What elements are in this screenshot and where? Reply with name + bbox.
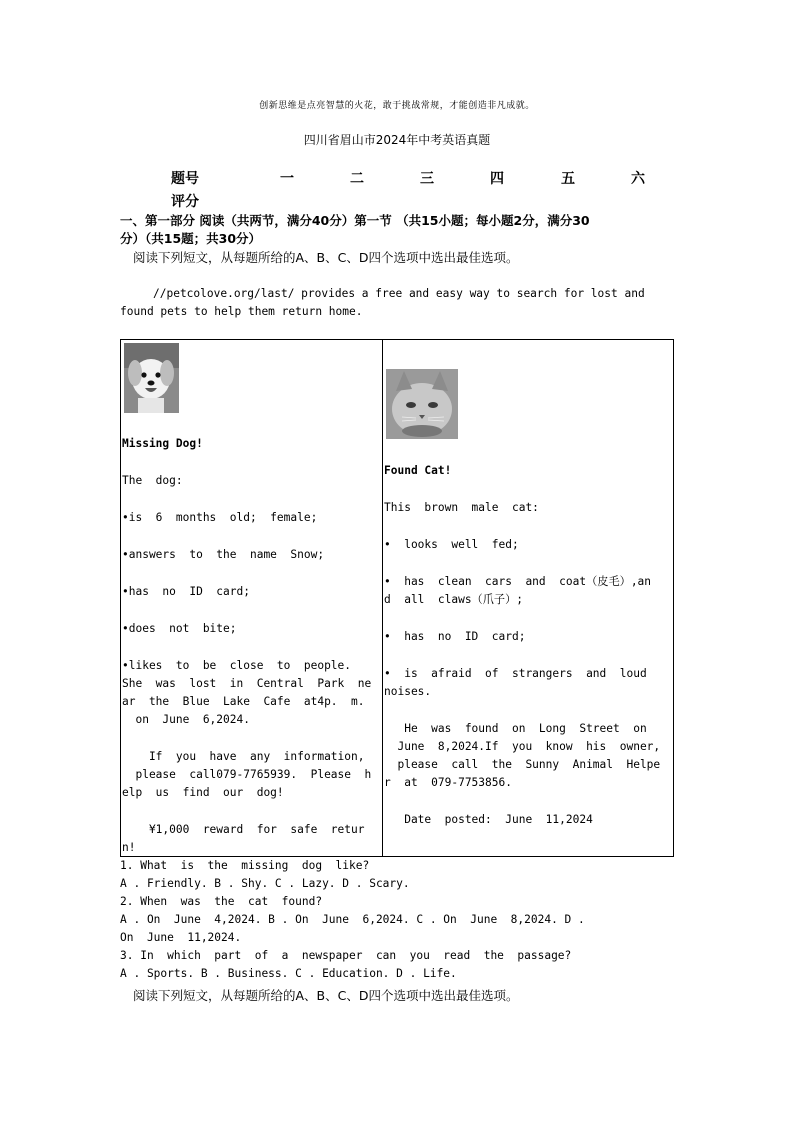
cat-bullet: • is afraid of strangers and loud bbox=[384, 667, 647, 680]
cat-found-line: He was found on Long Street on bbox=[384, 722, 647, 735]
cat-date-posted: Date posted: June 11,2024 bbox=[384, 813, 593, 826]
score-col-5: 五 bbox=[561, 171, 575, 187]
cat-found-line: please call the Sunny Animal Helpe bbox=[384, 758, 661, 771]
dog-bullet: •is 6 months old; female; bbox=[122, 511, 318, 524]
cat-bullet: noises. bbox=[384, 685, 432, 698]
question-options: A . On June 4,2024. B . On June 6,2024. C . On June 8,2024. D . bbox=[120, 913, 585, 926]
dog-reward-line: n! bbox=[122, 841, 136, 854]
question-stem: 3. In which part of a newspaper can you read the passage? bbox=[120, 949, 572, 962]
cat-bullet: • looks well fed; bbox=[384, 538, 519, 551]
score-label: 评分 bbox=[171, 194, 199, 210]
cat-found-line: r at 079-7753856. bbox=[384, 776, 512, 789]
score-col-3: 三 bbox=[420, 171, 434, 187]
dog-bullet: •has no ID card; bbox=[122, 585, 250, 598]
notice-table bbox=[120, 339, 674, 857]
dog-lost-line: on June 6,2024. bbox=[122, 713, 250, 726]
dog-info-line: If you have any information, bbox=[122, 750, 365, 763]
dog-photo-icon bbox=[124, 343, 179, 413]
cat-photo-icon bbox=[386, 369, 458, 439]
passage-intro-line1: //petcolove.org/last/ provides a free and easy way to search for lost and bbox=[153, 287, 645, 300]
dog-lost-line: ar the Blue Lake Cafe at4p. m. bbox=[122, 695, 365, 708]
section-heading bbox=[120, 212, 680, 248]
table-divider bbox=[382, 340, 383, 856]
question-stem: 2. When was the cat found? bbox=[120, 895, 323, 908]
cat-bullet: d all claws（爪子）; bbox=[384, 593, 524, 606]
section-instruction: 阅读下列短文，从每题所给的A、B、C、D四个选项中选出最佳选项。 bbox=[133, 250, 519, 265]
page-title: 四川省眉山市2024年中考英语真题 bbox=[303, 133, 491, 147]
dog-info-line: elp us find our dog! bbox=[122, 786, 284, 799]
dog-bullet: •answers to the name Snow; bbox=[122, 548, 325, 561]
section-heading-line2: 分）（共15题；共30分） bbox=[120, 231, 262, 246]
question-options: A . Friendly. B . Shy. C . Lazy. D . Scary. bbox=[120, 877, 410, 890]
dog-lost-line: She was lost in Central Park ne bbox=[122, 677, 372, 690]
score-row-label: 题号 bbox=[171, 171, 199, 187]
score-col-6: 六 bbox=[631, 171, 645, 187]
cat-lead: This brown male cat: bbox=[384, 501, 539, 514]
dog-bullet: •likes to be close to people. bbox=[122, 659, 352, 672]
passage-intro-line2: found pets to help them return home. bbox=[120, 305, 363, 318]
passage-intro bbox=[120, 285, 680, 321]
score-col-1: 一 bbox=[280, 171, 294, 187]
footer-instruction: 阅读下列短文，从每题所给的A、B、C、D四个选项中选出最佳选项。 bbox=[133, 988, 519, 1003]
score-col-4: 四 bbox=[490, 171, 504, 187]
cat-bullet: • has clean cars and coat（皮毛）,an bbox=[384, 575, 652, 588]
cat-found-line: June 8,2024.If you know his owner, bbox=[384, 740, 661, 753]
question-options: On June 11,2024. bbox=[120, 931, 242, 944]
motto: 创新思维是点亮智慧的火花，敢于挑战常规，才能创造非凡成就。 bbox=[259, 101, 535, 111]
cat-bullet: • has no ID card; bbox=[384, 630, 526, 643]
section-heading-line1: 一、第一部分 阅读（共两节，满分40分）第一节 （共15小题；每小题2分，满分30 bbox=[120, 213, 590, 228]
score-table-header bbox=[0, 168, 794, 190]
question-options: A . Sports. B . Business. C . Education. D . Life. bbox=[120, 967, 457, 980]
score-col-2: 二 bbox=[350, 171, 364, 187]
question-stem: 1. What is the missing dog like? bbox=[120, 859, 370, 872]
dog-bullet: •does not bite; bbox=[122, 622, 237, 635]
found-cat-heading: Found Cat! bbox=[384, 464, 452, 477]
dog-info-line: please call079-7765939. Please h bbox=[122, 768, 372, 781]
missing-dog-heading: Missing Dog! bbox=[122, 437, 203, 450]
dog-reward-line: ¥1,000 reward for safe retur bbox=[122, 823, 365, 836]
dog-lead: The dog: bbox=[122, 474, 183, 487]
